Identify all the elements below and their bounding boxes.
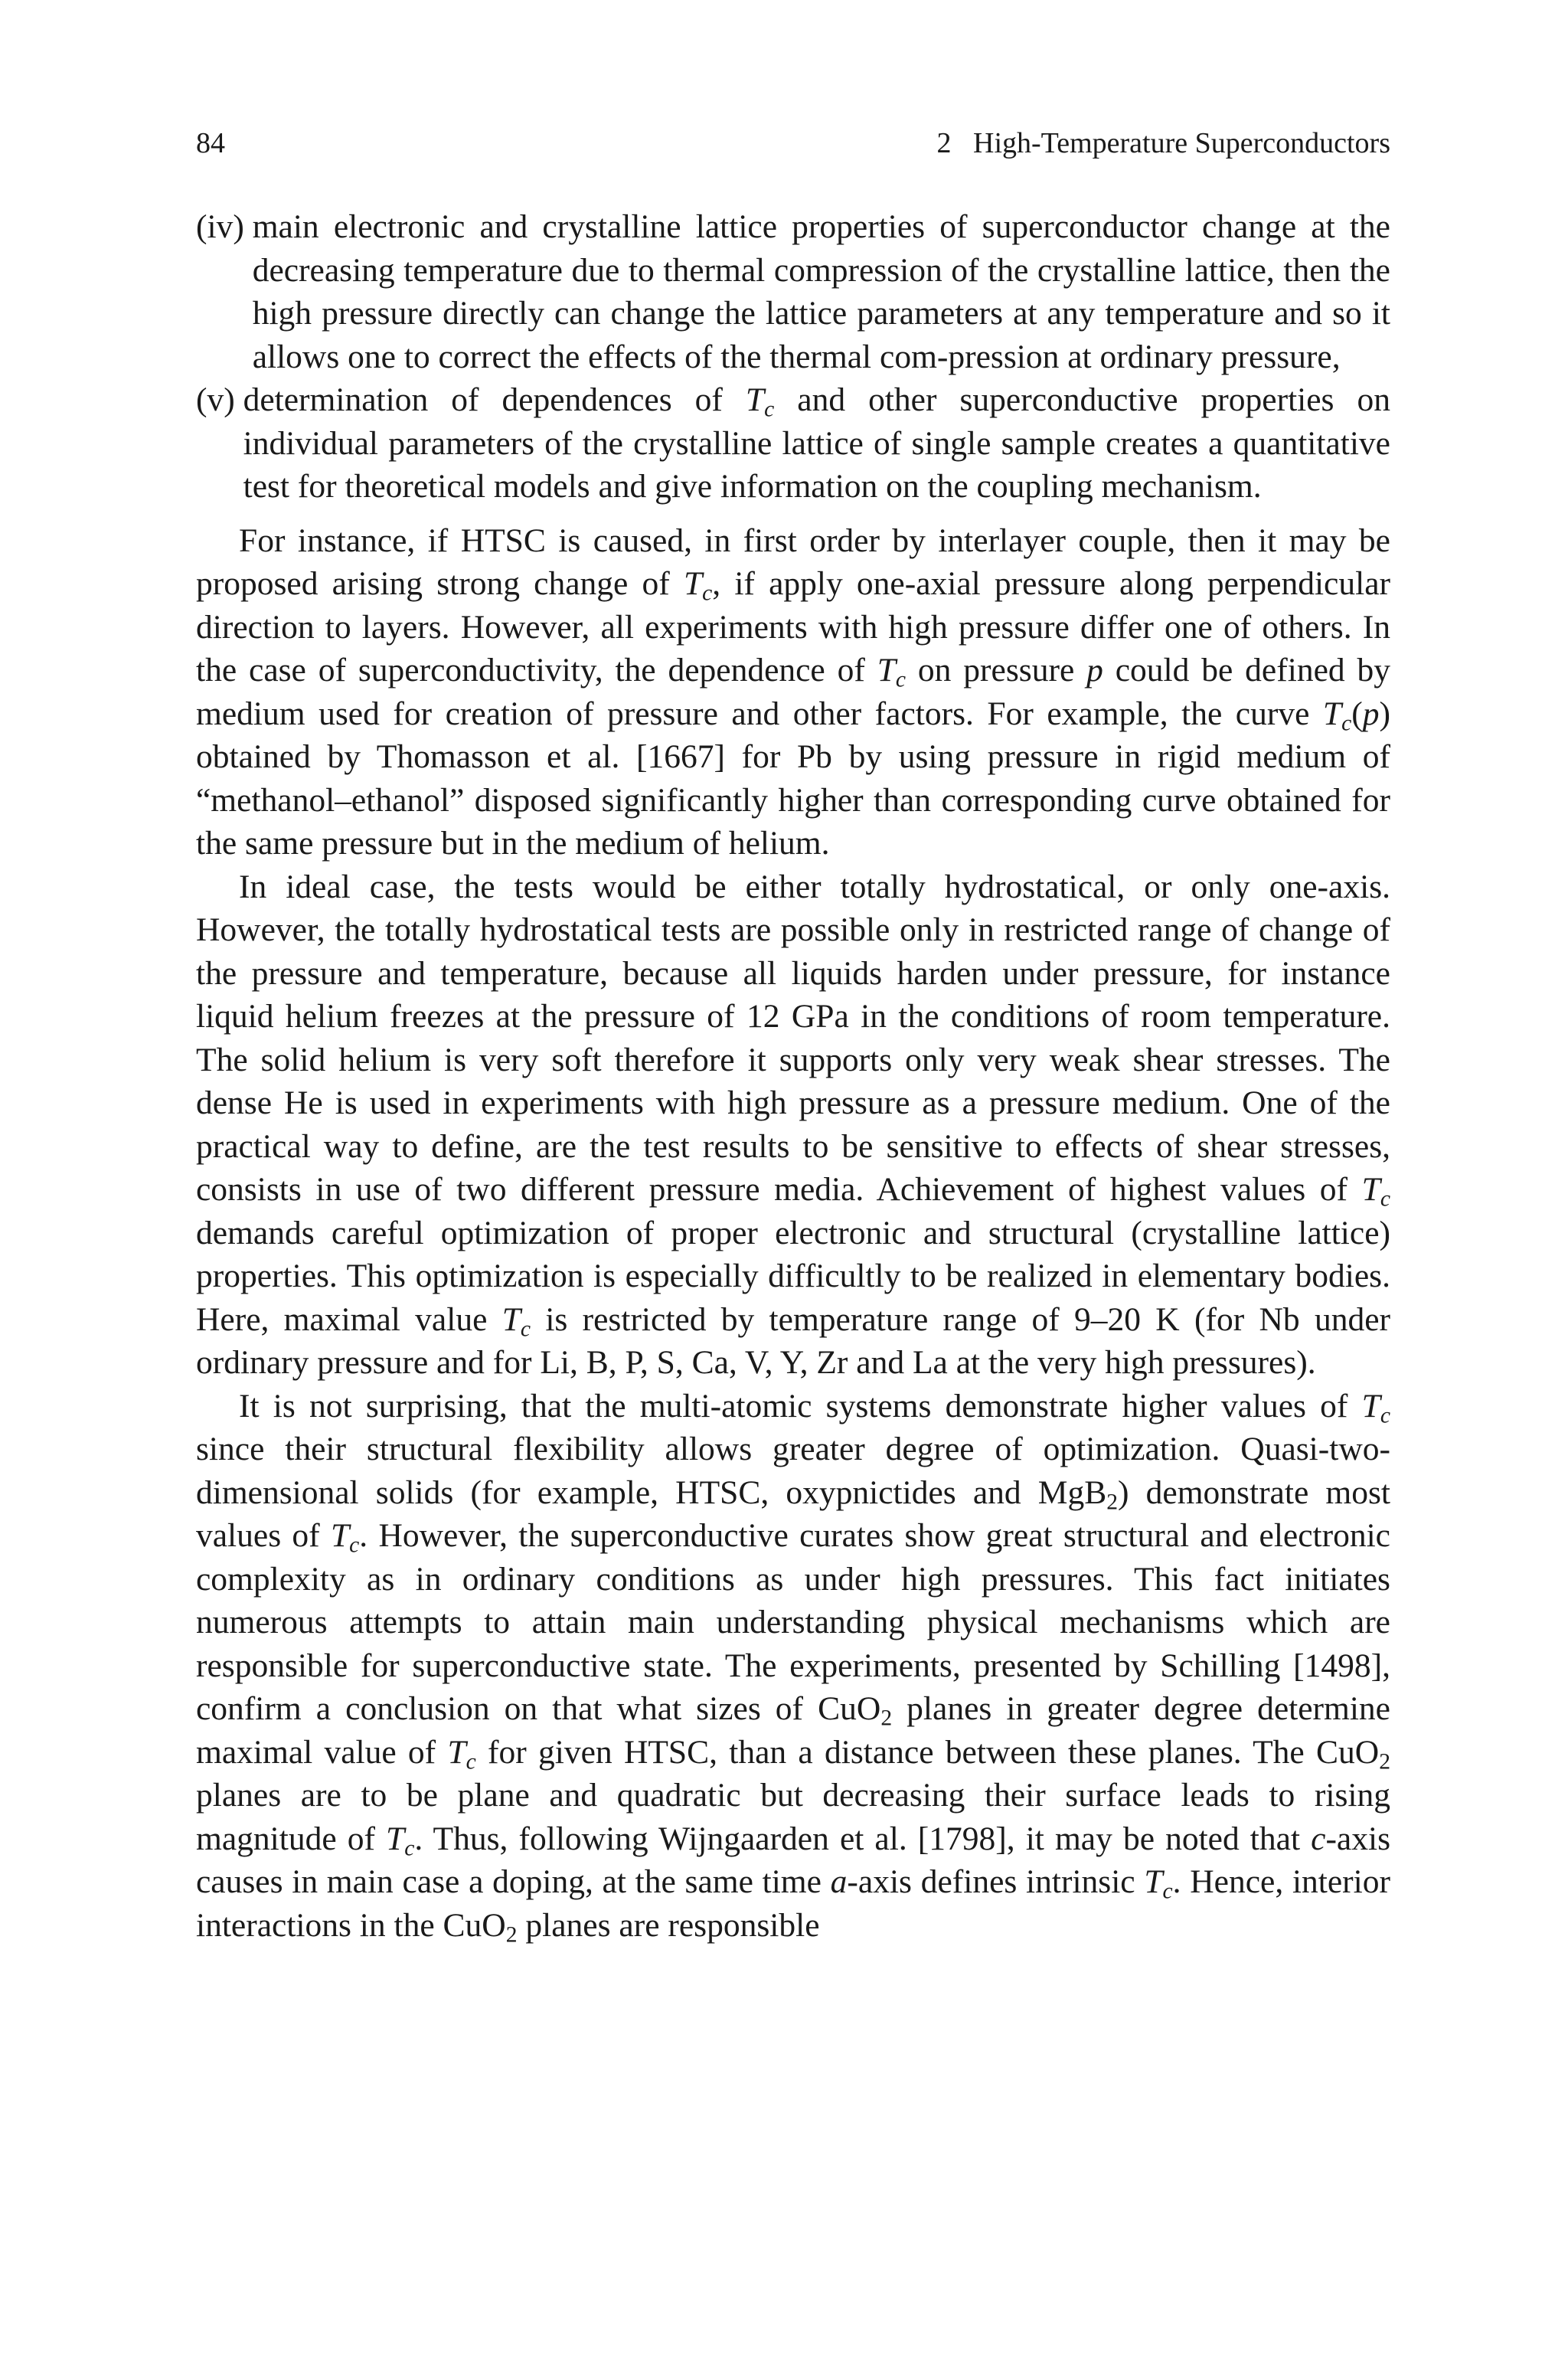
paragraph-3: It is not surprising, that the multi-atomic systems demonstrate higher values of $T_c$ since their structural flexibility allows greater degree of optimization. Quasi-two-dimensional solids (for example, HTSC, oxypnictides and MgB$_2$) demonstrate most values of $T_c$. However, the superconductive curates show great structural and electronic complexity as in ordinary conditions as under high pressures. This fact initiates numerous attempts to attain main understanding physical mechanisms which are responsible for superconductive state. The experiments, presented by Schilling [1498], confirm a conclusion on that what sizes of CuO$_2$ planes in greater degree determine maximal value of $T_c$ for given HTSC, than a distance between these planes. The CuO$_2$ planes are to be plane and quadratic but decreasing their surface leads to rising magnitude of $T_c$. Thus, following Wijngaarden et al. [1798], it may be noted that c-axis causes in main case a doping, at the same time a-axis defines intrinsic $T_c$. Hence, interior interactions in the CuO$_2$ planes are responsible — [196, 1387, 1390, 1947]
list-item-v — [196, 378, 1390, 509]
paragraph-2: In ideal case, the tests would be either totally hydrostatical, or only one-axis. However, the totally hydrostatical tests are possible only in restricted range of change of the pressure and temperature, because all liquids harden under pressure, for instance liquid helium freezes at the pressure of 12 GPa in the conditions of room temperature. The solid helium is very soft therefore it supports only very weak shear stresses. The dense He is used in experiments with high pressure as a pressure medium. One of the practical way to define, are the test results to be sensitive to effects of shear stresses, consists in use of two different pressure media. Achievement of highest values of $T_c$ demands careful optimization of proper electronic and structural (crystalline lattice) properties. This optimization is especially difficultly to be realized in elementary bodies. Here, maximal value $T_c$ is restricted by temperature range of 9–20 K (for Nb under ordinary pressure and for Li, B, P, S, Ca, V, Y, Zr and La at the very high pressures). — [196, 868, 1390, 1381]
list-item-text: determination of dependences of $T_c$ and other superconductive properties on individual parameters of the crystalline lattice of single sample creates a quantitative test for theoretical models and give information on the coupling mechanism. — [243, 381, 1390, 505]
page-number: 84 — [196, 127, 225, 159]
page-body — [196, 205, 1390, 1947]
list-item-text: main electronic and crystalline lattice properties of superconductor change at the decreasing temperature due to thermal compression of the crystalline lattice, then the high pressure directly can change the lattice parameters at any temperature and so it allows one to correct the effects of the thermal com-pression at ordinary pressure, — [252, 208, 1390, 375]
list-item-iv — [196, 205, 1390, 378]
page-header — [196, 124, 1390, 162]
list-marker: (iv) — [196, 208, 253, 245]
paragraph-1: For instance, if HTSC is caused, in first order by interlayer couple, then it may be proposed arising strong change of $T_c$, if apply one-axial pressure along perpendicular direction to layers. However, all experiments with high pressure differ one of others. In the case of superconductivity, the dependence of $T_c$ on pressure p could be defined by medium used for creation of pressure and other factors. For example, the curve $T_c(p)$ obtained by Thomasson et al. [1667] for Pb by using pressure in rigid medium of “methanol–ethanol” disposed significantly higher than corresponding curve obtained for the same pressure but in the medium of helium. — [196, 522, 1390, 862]
list-marker: (v) — [196, 381, 243, 418]
running-title: 2 High-Temperature Superconductors — [936, 127, 1390, 159]
symbol-T: T — [745, 381, 765, 418]
